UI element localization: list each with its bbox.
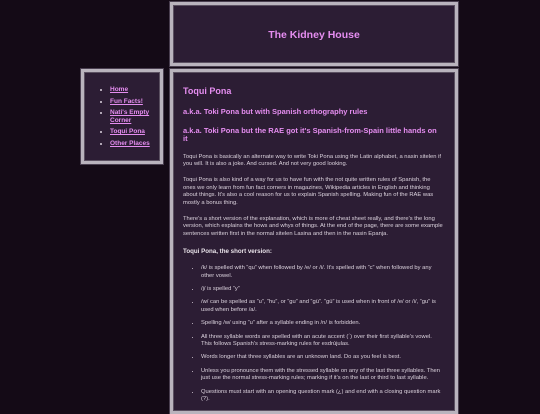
rule-item: • Spelling /w/ using “u” after a syllable ending in /n/ is forbidden. bbox=[201, 320, 443, 327]
nav-item-fun-facts bbox=[110, 98, 160, 106]
nav-link-toqui-pona[interactable]: Toqui Pona bbox=[110, 128, 145, 135]
nav-link-fun-facts[interactable]: Fun Facts! bbox=[110, 97, 143, 105]
page-title: Toqui Pona bbox=[183, 86, 232, 96]
nav-item-toqui-pona bbox=[110, 128, 160, 136]
nav-link-natis-empty-corner[interactable]: Nati's Empty Corner bbox=[110, 109, 150, 124]
nav-item-other-places bbox=[110, 140, 160, 148]
nav-item-home bbox=[110, 86, 160, 94]
rule-item: • All three syllable words are spelled with an acute accent (´) over their first syllable's vowel. This follows Spanish's stress-marking rules for esdrújulas. bbox=[201, 334, 443, 349]
rules-list bbox=[183, 265, 443, 403]
nav-link-other-places[interactable]: Other Places bbox=[110, 139, 150, 147]
site-title: The Kidney House bbox=[268, 29, 360, 41]
rule-item: • /k/ is spelled with “qu” when followed by /e/ or /i/. It's spelled with “c” when followed by any other vowel. bbox=[201, 265, 443, 280]
nav-panel bbox=[81, 69, 163, 164]
nav-item-natis-empty-corner bbox=[110, 109, 160, 124]
rule-item: • /j/ is spelled “y” bbox=[201, 286, 443, 293]
rule-item: • Questions must start with an opening question mark (¿) and end with a closing question mark (?). bbox=[201, 389, 443, 404]
nav-link-home[interactable]: Home bbox=[110, 86, 129, 93]
nav-list bbox=[84, 86, 160, 147]
rule-item: • Unless you pronounce them with the stressed syllable on any of the last three syllables. Then just use the normal stress-marking rules; marking if it's on the last or third to last syllable. bbox=[201, 368, 443, 383]
header-panel bbox=[170, 2, 458, 66]
structure-paragraph: There's a short version of the explanation, which is more of cheat sheet really, and there's the long version, which explains the hows and whys of things. At the end of the page, there are some example sentences written first in the normal sitelen Lasina and then in the nasin Epanja. bbox=[183, 215, 443, 237]
page-subtitle-1: a.k.a. Toki Pona but with Spanish orthography rules bbox=[183, 107, 368, 116]
page-subtitle-2: a.k.a. Toki Pona but the RAE got it's Spanish-from-Spain little hands on it bbox=[183, 125, 437, 143]
short-version-heading: Toqui Pona, the short version: bbox=[183, 248, 272, 256]
rule-item: • Words longer that three syllables are an unknown land. Do as you feel is best. bbox=[201, 354, 443, 361]
rule-item: • /w/ can be spelled as “u”, “hu”, or “gu” and “gü”. “gü” is used when in front of /e/ or /i/, “gu” is used when before /a/. bbox=[201, 299, 443, 314]
intro-paragraph: Toqui Pona is basically an alternate way to write Toki Pona using the Latin alphabet, a nasin sitelen if you will. It is also a joke. And cursed. And not very good looking. bbox=[183, 153, 442, 167]
purpose-paragraph: Toqui Pona is also kind of a way for us to have fun with the not quite written rules of Spanish, the ones we only learn from fun fact corners in magazines, Wikipedia articles in English and thinking about things. It's also a cool reason for us to explain Spanish spelling. Making fun of the RAE was mostly a bonus thing. bbox=[183, 177, 434, 206]
content-panel bbox=[170, 69, 458, 414]
